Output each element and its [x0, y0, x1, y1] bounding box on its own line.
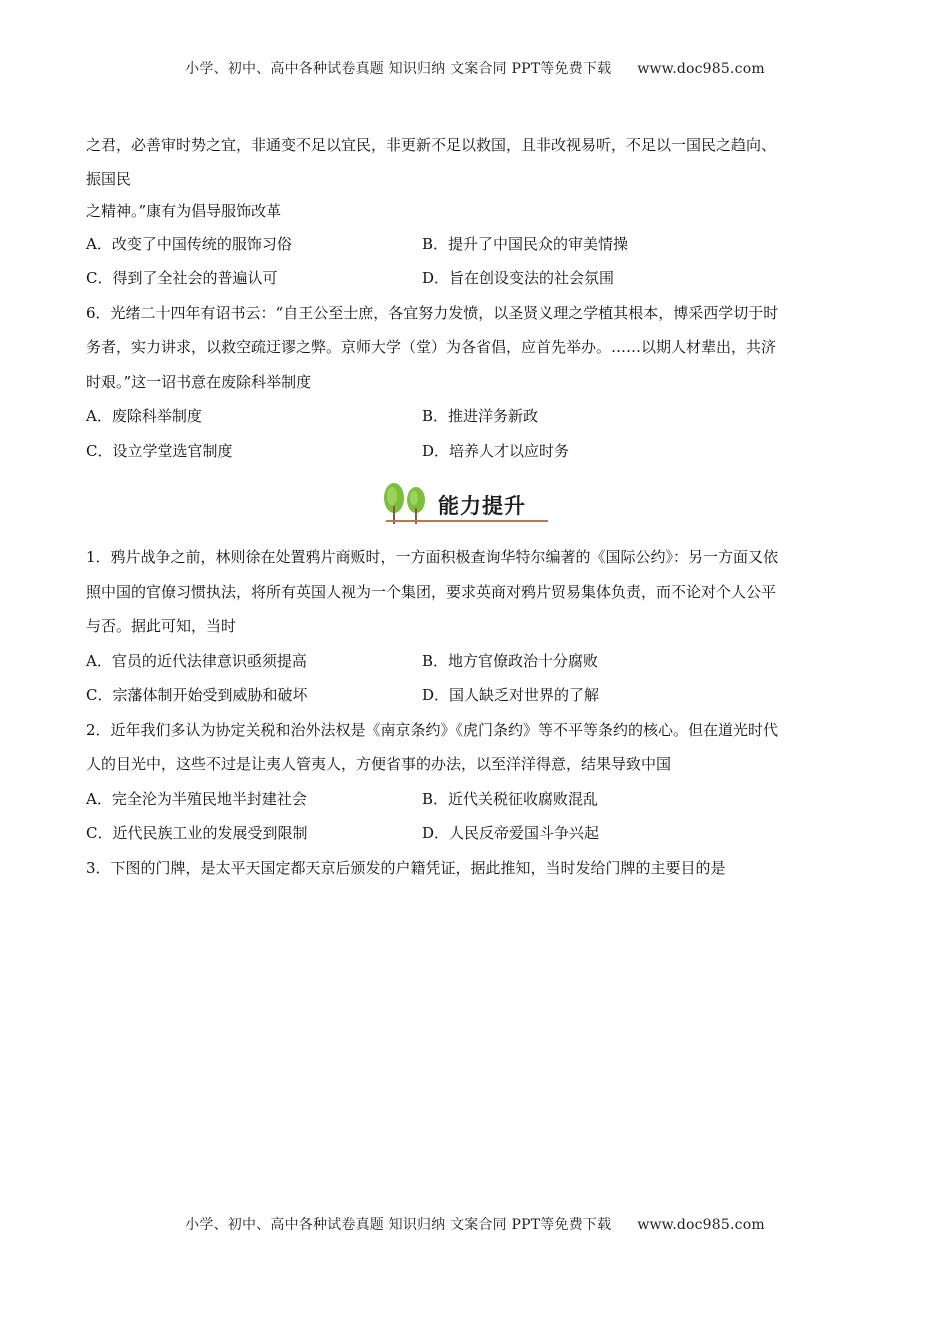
q6-line-1: 6．光绪二十四年有诏书云：“自王公至士庶，各宜努力发愤，以圣贤义理之学植其根本，博采西学切于时 — [86, 303, 779, 322]
p2-line-1: 2．近年我们多认为协定关税和治外法权是《南京条约》《虎门条约》等不平等条约的核心。但在道光时代 — [86, 720, 779, 739]
p1-options-row-1 — [86, 644, 866, 679]
p3-line-1: 3．下图的门牌，是太平天国定都天京后颁发的户籍凭证，据此推知，当时发给门牌的主要目的是 — [86, 858, 726, 877]
practice-question-1 — [86, 540, 866, 713]
q5-option-d[interactable]: D．旨在创设变法的社会氛围 — [422, 269, 615, 287]
section-banner — [86, 468, 866, 540]
p2-option-c[interactable]: C．近代民族工业的发展受到限制 — [86, 824, 308, 842]
p2-option-b[interactable]: B．近代关税征收腐败混乱 — [422, 789, 599, 808]
q6-line-3: 时艰。”这一诏书意在废除科举制度 — [86, 372, 312, 391]
p1-option-d[interactable]: D．国人缺乏对世界的了解 — [422, 686, 600, 704]
q6-options-row-2 — [86, 434, 866, 469]
practice-question-2 — [86, 713, 866, 851]
header-site[interactable]: www.doc985.com — [637, 61, 765, 77]
q6-option-a[interactable]: A．废除科举制度 — [86, 407, 202, 425]
p2-options-row-1 — [86, 782, 866, 817]
footer-site[interactable]: www.doc985.com — [637, 1217, 765, 1233]
q5-option-c[interactable]: C．得到了全社会的普遍认可 — [86, 269, 278, 287]
page-header — [0, 58, 950, 78]
q5-line-1: 之君，必善审时势之宜，非通变不足以宜民，非更新不足以救国，且非改视易听，不足以一国民之趋向、 — [86, 136, 777, 154]
q6-option-b[interactable]: B．推进洋务新政 — [422, 407, 539, 425]
q5-option-b[interactable]: B．提升了中国民众的审美情操 — [422, 234, 629, 253]
footer-text: 小学、初中、高中各种试卷真题 知识归纳 文案合同 PPT等免费下载 — [185, 1217, 612, 1233]
q6-line-2: 务者，实力讲求，以救空疏迂谬之弊。京师大学（堂）为各省倡，应首先举办。……以期人材辈出，共济 — [86, 338, 777, 356]
section-banner-box — [378, 480, 548, 528]
p1-option-b[interactable]: B．地方官僚政治十分腐败 — [422, 651, 599, 670]
q5-options-row-2 — [86, 261, 866, 296]
practice-question-3 — [86, 851, 866, 886]
q6-options-row-1 — [86, 399, 866, 434]
document-body — [86, 128, 866, 885]
q6-option-d[interactable]: D．培养人才以应时务 — [422, 441, 570, 460]
p1-line-2: 照中国的官僚习惯执法，将所有英国人视为一个集团，要求英商对鸦片贸易集体负责，而不论对个人公平 — [86, 582, 777, 601]
p2-option-a[interactable]: A．完全沦为半殖民地半封建社会 — [86, 789, 307, 808]
header-text: 小学、初中、高中各种试卷真题 知识归纳 文案合同 PPT等免费下载 — [185, 61, 612, 77]
page-footer — [0, 1214, 950, 1234]
p1-options-row-2 — [86, 678, 866, 713]
section-underline — [386, 520, 548, 522]
q5-line-2: 振国民 — [86, 169, 132, 188]
q5-line-3: 之精神。”康有为倡导服饰改革 — [86, 201, 282, 220]
q5-options-row-1 — [86, 227, 866, 262]
question-5 — [86, 128, 866, 296]
p1-line-1: 1．鸦片战争之前，林则徐在处置鸦片商贩时，一方面积极查询华特尔编著的《国际公约》：另一方面又依 — [86, 548, 779, 566]
question-6 — [86, 296, 866, 469]
p1-option-c[interactable]: C．宗藩体制开始受到威胁和破坏 — [86, 686, 308, 704]
q5-option-a[interactable]: A．改变了中国传统的服饰习俗 — [86, 234, 292, 253]
p2-options-row-2 — [86, 816, 866, 851]
p1-option-a[interactable]: A．官员的近代法律意识亟须提高 — [86, 651, 307, 670]
q6-option-c[interactable]: C．设立学堂选官制度 — [86, 441, 233, 460]
p2-line-2: 人的目光中，这些不过是让夷人管夷人，方便省事的办法，以至洋洋得意，结果导致中国 — [86, 755, 672, 773]
p1-line-3: 与否。据此可知，当时 — [86, 617, 237, 635]
section-title: 能力提升 — [438, 494, 526, 518]
p2-option-d[interactable]: D．人民反帝爱国斗争兴起 — [422, 824, 600, 842]
